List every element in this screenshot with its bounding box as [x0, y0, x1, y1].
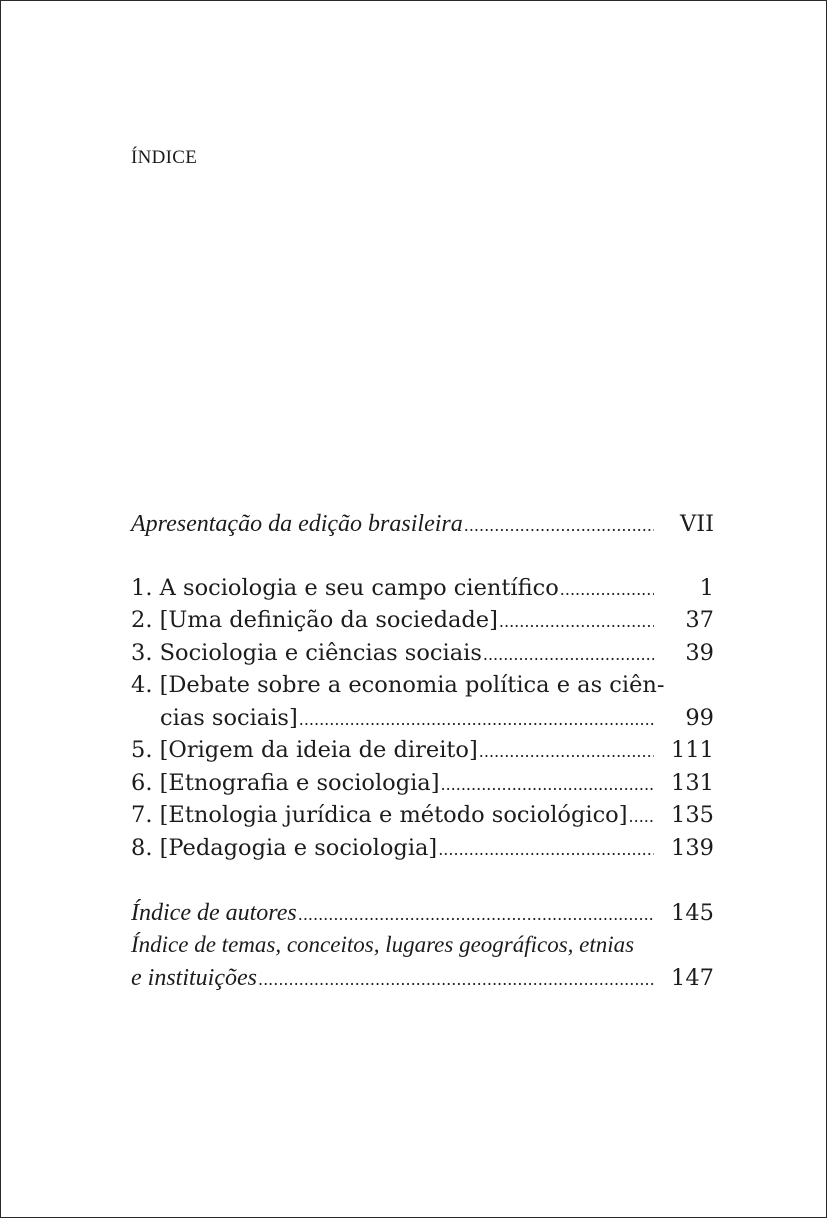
- toc-entry-page: 147: [671, 965, 714, 991]
- dot-leader: [257, 966, 654, 994]
- toc-entry-index-authors[interactable]: [131, 897, 714, 929]
- page-title: ÍNDICE: [131, 147, 198, 168]
- dot-leader: [628, 803, 654, 831]
- dot-leader: [437, 836, 654, 864]
- toc-entry-title: Índice de autores: [131, 900, 297, 926]
- toc-entry-page: 37: [685, 607, 714, 633]
- toc-entry-page: 1: [699, 575, 714, 601]
- toc-entry-chapter-8[interactable]: [131, 832, 714, 864]
- toc-entry-chapter-1[interactable]: [131, 572, 714, 604]
- toc-entry-title: cias sociais]: [160, 705, 298, 731]
- toc-entry-title: 7. [Etnologia jurídica e método sociológico]: [131, 802, 628, 828]
- toc-entry-title: Apresentação da edição brasileira: [131, 511, 463, 537]
- toc-entry-chapter-5[interactable]: [131, 734, 714, 766]
- dot-leader: [463, 512, 654, 540]
- dot-leader: [498, 608, 654, 636]
- toc-entry-page: 111: [671, 737, 714, 763]
- toc-entry-apresentacao[interactable]: [131, 508, 714, 540]
- toc-entry-title: 5. [Origem da ideia de direito]: [131, 737, 478, 763]
- toc-entry-page: 131: [671, 770, 714, 796]
- toc-entry-page: 39: [685, 640, 714, 666]
- toc-entry-chapter-6[interactable]: [131, 767, 714, 799]
- dot-leader: [440, 771, 655, 799]
- toc-entry-title: 1. A sociologia e seu campo científico: [131, 575, 559, 601]
- toc-entry-chapter-4-line1[interactable]: 4. [Debate sobre a economia política e as ciên-: [131, 672, 665, 698]
- toc-entry-title: 6. [Etnografia e sociologia]: [131, 770, 440, 796]
- dot-leader: [482, 641, 654, 669]
- toc-entry-title: 3. Sociologia e ciências sociais: [131, 640, 482, 666]
- toc-entry-page: 135: [671, 802, 714, 828]
- toc-entry-title: e instituições: [131, 965, 257, 991]
- dot-leader: [559, 576, 654, 604]
- toc-entry-chapter-3[interactable]: [131, 637, 714, 669]
- toc-entry-title: 8. [Pedagogia e sociologia]: [131, 835, 438, 861]
- dot-leader: [298, 706, 654, 734]
- toc-entry-page: 99: [685, 705, 714, 731]
- toc-entry-chapter-7[interactable]: [131, 799, 714, 831]
- toc-entry-title: 2. [Uma definição da sociedade]: [131, 607, 498, 633]
- dot-leader: [478, 738, 654, 766]
- toc-entry-index-themes[interactable]: [131, 962, 714, 994]
- toc-entry-chapter-4[interactable]: [160, 702, 714, 734]
- toc-entry-page: 139: [671, 835, 714, 861]
- toc-entry-page: 145: [671, 900, 714, 926]
- toc-entry-chapter-2[interactable]: [131, 604, 714, 636]
- dot-leader: [297, 901, 654, 929]
- toc-entry-index-themes-line1[interactable]: Índice de temas, conceitos, lugares geográficos, etnias: [131, 932, 635, 957]
- toc-entry-page: VII: [679, 511, 714, 537]
